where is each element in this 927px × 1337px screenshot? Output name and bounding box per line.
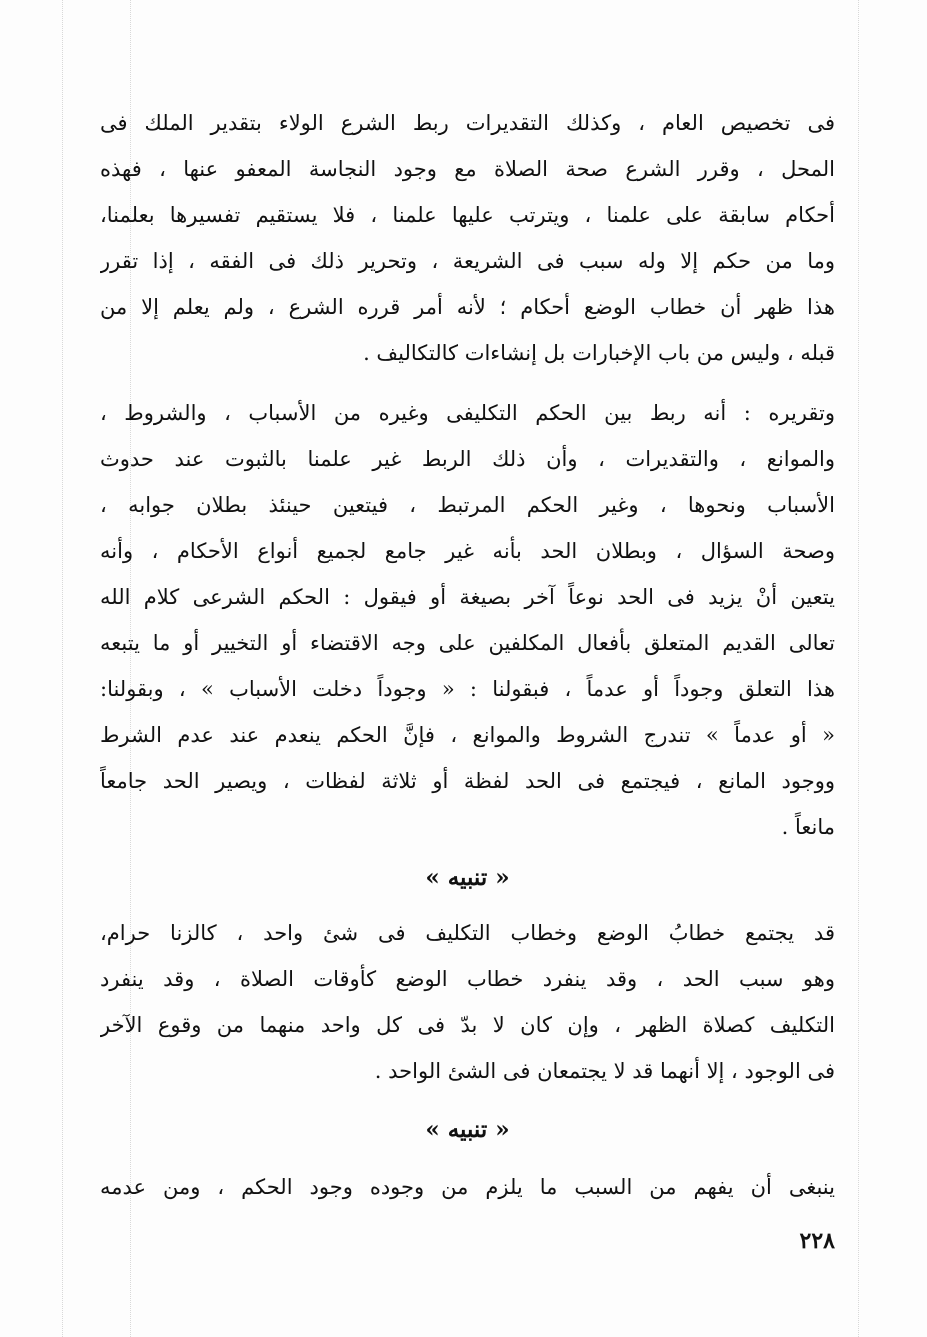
text-line: هذا التعلق وجوداً أو عدماً ، فبقولنا : « وجوداً دخلت الأسباب » ، وبقولنا: (100, 677, 835, 701)
page-number: ٢٢٨ (799, 1228, 835, 1254)
paragraph-3 (100, 910, 835, 1094)
text-line: يتعين أنْ يزيد فى الحد نوعاً آخر بصيغة أو فيقول : الحكم الشرعى كلام الله (100, 585, 835, 609)
left-margin-rule (62, 0, 63, 1337)
text-line: وصحة السؤال ، وبطلان الحد بأنه غير جامع لجميع أنواع الأحكام ، وأنه (100, 539, 835, 563)
text-line: مانعاً . (781, 815, 835, 839)
text-line: ينبغى أن يفهم من السبب ما يلزم من وجوده وجود الحكم ، ومن عدمه (100, 1175, 835, 1199)
section-heading-1: « تنبيه » (425, 864, 510, 891)
text-line: تعالى القديم المتعلق بأفعال المكلفين على وجه الاقتضاء أو التخيير أو ما يتبعه (100, 631, 835, 655)
text-line: ووجود المانع ، فيجتمع فى الحد لفظة أو ثلاثة لفظات ، ويصير الحد جامعاً (100, 769, 835, 793)
text-line: أحكام سابقة على علمنا ، ويترتب عليها علمنا ، فلا يستقيم تفسيرها بعلمنا، (100, 203, 835, 227)
text-line: « أو عدماً » تندرج الشروط والموانع ، فإنَّ الحكم ينعدم عند عدم الشرط (100, 723, 835, 747)
paragraph-2 (100, 390, 835, 850)
text-line: وما من حكم إلا وله سبب فى الشريعة ، وتحرير ذلك فى الفقه ، إذا تقرر (100, 249, 835, 273)
paragraph-4 (100, 1164, 835, 1210)
text-line: وتقريره : أنه ربط بين الحكم التكليفى وغيره من الأسباب ، والشروط ، (100, 401, 835, 425)
text-line: قبله ، وليس من باب الإخبارات بل إنشاءات كالتكاليف . (363, 341, 835, 365)
section-heading-2: « تنبيه » (425, 1116, 510, 1143)
text-line: والموانع ، والتقديرات ، وأن ذلك الربط غير علمنا بالثبوت عند حدوث (100, 447, 835, 471)
text-line: المحل ، وقرر الشرع صحة الصلاة مع وجود النجاسة المعفو عنها ، فهذه (100, 157, 835, 181)
right-margin-rule (858, 0, 859, 1337)
text-line: الأسباب ونحوها ، وغير الحكم المرتبط ، فيتعين حينئذ بطلان جوابه ، (100, 493, 835, 517)
text-line: هذا ظهر أن خطاب الوضع أحكام ؛ لأنه أمر قرره الشرع ، ولم يعلم إلا من (100, 295, 835, 319)
text-line: قد يجتمع خطابُ الوضع وخطاب التكليف فى شئ واحد ، كالزنا حرام، (100, 921, 835, 945)
text-line: وهو سبب الحد ، وقد ينفرد خطاب الوضع كأوقات الصلاة ، وقد ينفرد (100, 967, 835, 991)
text-line: فى الوجود ، إلا أنهما قد لا يجتمعان فى الشئ الواحد . (374, 1059, 835, 1083)
paragraph-1 (100, 100, 835, 376)
text-line: فى تخصيص العام ، وكذلك التقديرات ربط الشرع الولاء بتقدير الملك فى (100, 111, 835, 135)
text-line: التكليف كصلاة الظهر ، وإن كان لا بدّ فى كل واحد منهما من وقوع الآخر (100, 1013, 835, 1037)
